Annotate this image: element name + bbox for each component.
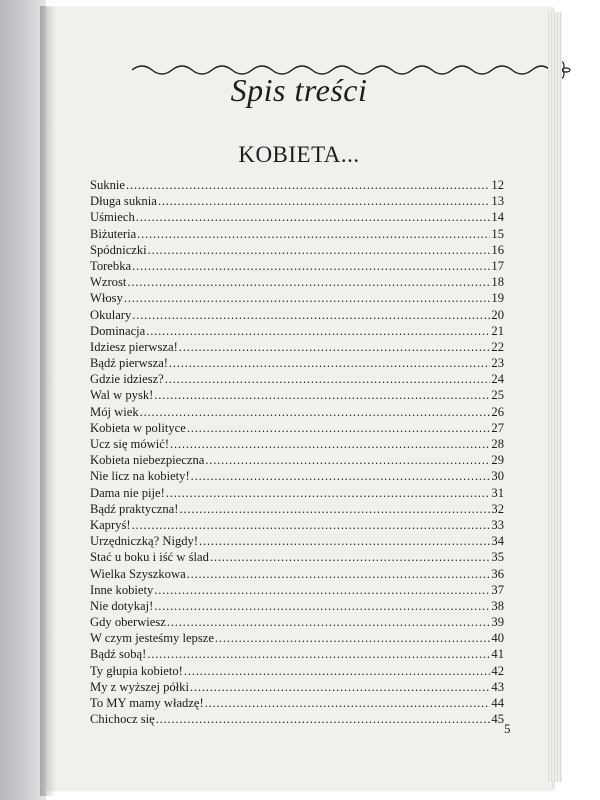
toc-entry-page: 42 — [491, 663, 504, 678]
toc-entry — [90, 695, 504, 711]
toc-entry-title: Długa suknia — [90, 194, 157, 209]
toc-entry-title: Spódniczki — [90, 242, 147, 257]
toc-entry — [90, 679, 504, 695]
toc-entry-page: 45 — [491, 712, 504, 727]
toc-entry-page: 25 — [491, 388, 504, 403]
toc-entry — [90, 533, 504, 549]
toc-entry — [90, 614, 504, 630]
toc-leader-dots — [187, 566, 491, 582]
toc-entry-page: 22 — [491, 339, 504, 354]
toc-entry — [90, 339, 504, 355]
toc-entry-page: 30 — [491, 469, 504, 484]
toc-leader-dots — [169, 355, 490, 371]
toc-entry — [90, 209, 504, 225]
toc-leader-dots — [179, 339, 491, 355]
toc-leader-dots — [124, 290, 491, 306]
toc-leader-dots — [148, 242, 491, 258]
toc-entry — [90, 371, 504, 387]
toc-entry-page: 27 — [491, 420, 504, 435]
toc-entry-page: 14 — [491, 210, 504, 225]
toc-entry-title: Chichocz się — [90, 712, 155, 727]
toc-entry-title: Dama nie pije! — [90, 485, 165, 500]
toc-entry-title: Urzędniczką? Nigdy! — [90, 534, 199, 549]
toc-entry-title: Torebka — [90, 258, 132, 273]
toc-leader-dots — [205, 695, 491, 711]
toc-entry-title: To MY mamy władzę! — [90, 696, 204, 710]
toc-entry-title: Okulary — [90, 307, 132, 322]
toc-leader-dots — [146, 323, 490, 339]
toc-entry-title: Stać u boku i iść w ślad — [90, 550, 209, 565]
toc-leader-dots — [166, 485, 491, 501]
toc-entry-title: Gdzie idziesz? — [90, 372, 164, 387]
toc-entry — [90, 258, 504, 274]
toc-entry-title: Bądź sobą! — [90, 647, 147, 662]
toc-entry-page: 17 — [491, 258, 504, 273]
toc-entry-page: 19 — [491, 291, 504, 306]
toc-entry — [90, 501, 504, 517]
toc-entry-title: Włosy — [90, 291, 123, 306]
toc-entry-page: 21 — [491, 323, 504, 338]
toc-entry-page: 16 — [491, 242, 504, 257]
toc-entry-title: Wal w pysk! — [90, 388, 154, 403]
toc-entry — [90, 517, 504, 533]
toc-entry-title: Wzrost — [90, 275, 127, 290]
toc-leader-dots — [215, 630, 490, 646]
toc-leader-dots — [137, 226, 490, 242]
toc-entry — [90, 452, 504, 468]
toc-entry-title: My z wyższej półki — [90, 679, 189, 694]
toc-leader-dots — [126, 177, 490, 193]
toc-leader-dots — [179, 501, 490, 517]
toc-entry-page: 12 — [491, 178, 504, 192]
toc-entry-page: 43 — [491, 679, 504, 694]
toc-entry-page: 32 — [491, 501, 504, 516]
page-edges — [548, 12, 562, 782]
toc-entry-page: 29 — [491, 453, 504, 468]
toc-leader-dots — [156, 711, 491, 727]
toc-entry-title: Kobieta niebezpieczna — [90, 453, 205, 468]
toc-leader-dots — [190, 679, 490, 695]
toc-leader-dots — [132, 517, 491, 533]
toc-entry-page: 38 — [491, 598, 504, 613]
toc-entry — [90, 242, 504, 258]
toc-entry-title: Mój wiek — [90, 404, 139, 419]
toc-entry-page: 34 — [491, 534, 504, 549]
toc-entry — [90, 549, 504, 565]
toc-entry-title: Inne kobiety — [90, 582, 154, 597]
toc-leader-dots — [147, 646, 490, 662]
toc-entry-page: 13 — [491, 194, 504, 209]
toc-leader-dots — [132, 307, 490, 323]
section-heading: KOBIETA... — [238, 142, 360, 167]
toc-entry — [90, 290, 504, 306]
toc-leader-dots — [154, 387, 490, 403]
toc-entry-title: Nie licz na kobiety! — [90, 469, 190, 484]
toc-entry-page: 33 — [491, 517, 504, 532]
toc-entry-page: 36 — [491, 566, 504, 581]
spine-shadow — [40, 6, 56, 796]
toc-entry-page: 37 — [491, 582, 504, 597]
toc-leader-dots — [158, 193, 491, 209]
toc-leader-dots — [127, 274, 490, 290]
toc-leader-dots — [154, 582, 490, 598]
toc-entry — [90, 436, 504, 452]
toc-entry-title: Uśmiech — [90, 210, 135, 225]
toc-entry-page: 40 — [491, 631, 504, 646]
toc-entry-title: Dominacja — [90, 323, 146, 338]
toc-entry-title: Suknie — [90, 178, 125, 192]
toc-entry-page: 41 — [491, 647, 504, 662]
toc-leader-dots — [154, 598, 490, 614]
toc-entry-title: Bądź pierwsza! — [90, 356, 168, 371]
toc-leader-dots — [205, 452, 490, 468]
toc-entry — [90, 404, 504, 420]
toc-entry-title: Idziesz pierwsza! — [90, 339, 178, 354]
toc-leader-dots — [210, 549, 490, 565]
toc-entry — [90, 468, 504, 484]
toc-entry — [90, 387, 504, 403]
toc-entry-page: 20 — [491, 307, 504, 322]
toc-entry-title: Kobieta w polityce — [90, 420, 186, 435]
toc-entry — [90, 323, 504, 339]
toc-leader-dots — [199, 533, 490, 549]
toc-leader-dots — [191, 468, 491, 484]
toc-entry — [90, 630, 504, 646]
toc-leader-dots — [187, 420, 491, 436]
toc-entry-page: 18 — [491, 275, 504, 290]
toc-entry-page: 44 — [491, 696, 504, 710]
toc-leader-dots — [132, 258, 490, 274]
toc-entry-title: Biżuteria — [90, 226, 137, 241]
toc-leader-dots — [140, 404, 491, 420]
toc-entry — [90, 226, 504, 242]
toc-leader-dots — [184, 663, 491, 679]
toc-entry-title: W czym jesteśmy lepsze — [90, 631, 214, 646]
toc-entry-page: 35 — [491, 550, 504, 565]
toc-entry-page: 28 — [491, 437, 504, 451]
toc-entry-page: 23 — [491, 356, 504, 371]
toc-entry — [90, 566, 504, 582]
toc-entry — [90, 711, 504, 727]
toc-entry — [90, 663, 504, 679]
toc-entry — [90, 420, 504, 436]
toc-entry-page: 26 — [491, 404, 504, 419]
toc-entry — [90, 485, 504, 501]
toc-entry — [90, 646, 504, 662]
toc-entry — [90, 582, 504, 598]
toc-entry-title: Kapryś! — [90, 517, 131, 532]
toc-entry-page: 31 — [491, 485, 504, 500]
toc-entry — [90, 598, 504, 614]
toc-entry-title: Gdy oberwiesz — [90, 615, 166, 630]
toc-leader-dots — [167, 614, 491, 630]
toc-entry — [90, 177, 504, 193]
toc-entry — [90, 307, 504, 323]
toc-entry-title: Wielka Szyszkowa — [90, 566, 186, 581]
toc-entry — [90, 355, 504, 371]
toc-entry-page: 24 — [491, 372, 504, 387]
toc-entry-page: 15 — [491, 226, 504, 241]
toc-leader-dots — [136, 209, 491, 225]
toc-entry-page: 39 — [491, 615, 504, 630]
toc-entry-title: Ty głupia kobieto! — [90, 663, 183, 678]
table-of-contents — [90, 177, 504, 727]
toc-entry-title: Ucz się mówić! — [90, 437, 170, 451]
toc-entry — [90, 274, 504, 290]
toc-entry — [90, 193, 504, 209]
page-number: 5 — [504, 721, 511, 736]
toc-leader-dots — [170, 436, 490, 452]
toc-leader-dots — [165, 371, 491, 387]
toc-entry-title: Bądź praktyczna! — [90, 501, 179, 516]
toc-entry-title: Nie dotykaj! — [90, 598, 154, 613]
page-title: Spis treści — [230, 72, 368, 108]
